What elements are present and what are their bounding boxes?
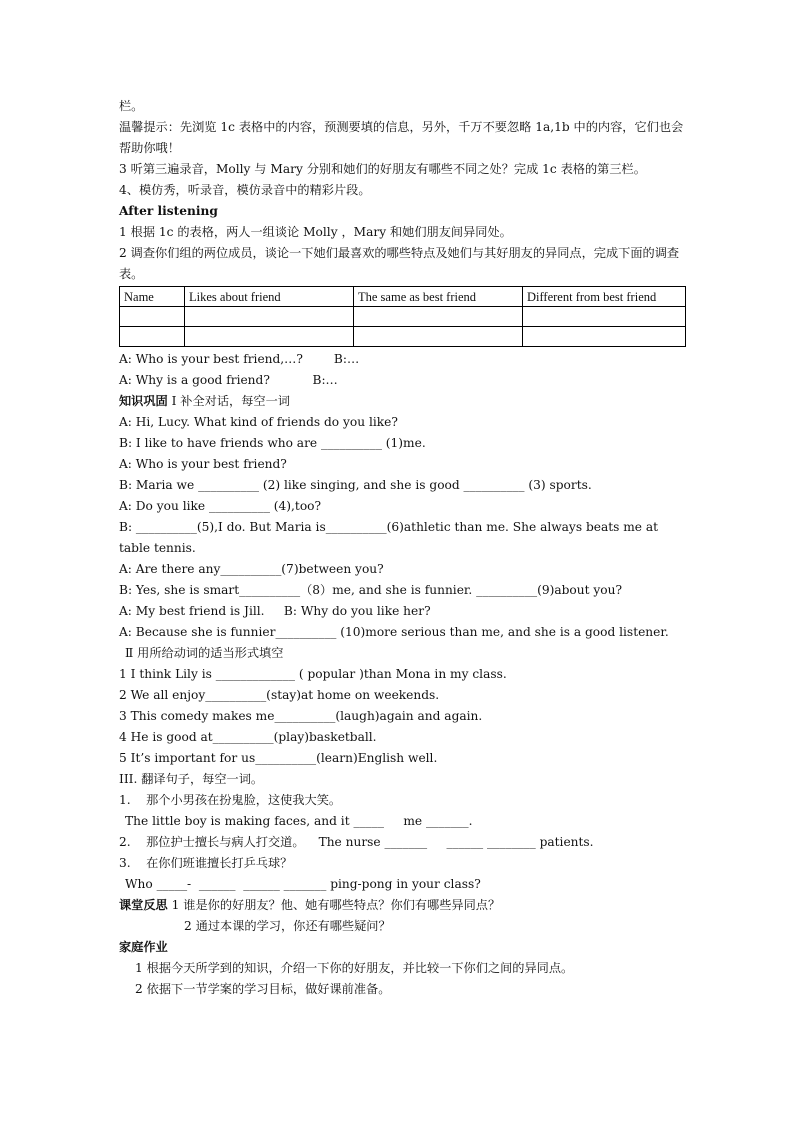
translation-cn: 3. 在你们班谁擅长打乒乓球？ xyxy=(119,856,293,870)
table-header-cell: The same as best friend xyxy=(354,287,523,307)
text-paragraph: 2 调查你们组的两位成员，谈论一下她们最喜欢的哪些特点及她们与其好朋友的异同点，完成下面的调查表。 xyxy=(119,246,680,281)
exercise-line: 4 He is good at__________(play)basketball. xyxy=(119,730,377,744)
translation-en: The nurse _______ ______ ________ patients. xyxy=(318,835,594,849)
dialogue-line: A: Are there any__________(7)between you? xyxy=(119,562,384,576)
homework-item: 2 依据下一节学案的学习目标，做好课前准备。 xyxy=(135,982,391,996)
exercise-line: 1 I think Lily is _____________ ( popular )than Mona in my class. xyxy=(119,667,507,681)
section2-title: Ⅱ 用所给动词的适当形式填空 xyxy=(125,646,284,660)
translation-en: Who _____- ______ ______ _______ ping-pong in your class? xyxy=(125,877,481,891)
table-cell[interactable] xyxy=(185,307,354,327)
dialogue-line: A: My best friend is Jill. B: Why do you like her? xyxy=(119,604,431,618)
text-line: 4、模仿秀，听录音，模仿录音中的精彩片段。 xyxy=(119,183,371,197)
translation-cn: 1. 那个小男孩在扮鬼脸，这使我大笑。 xyxy=(119,793,342,807)
dialogue-line: B: __________(5),I do. But Maria is__________(6)athletic than me. She always beats me at table tennis. xyxy=(119,520,659,555)
table-cell[interactable] xyxy=(120,307,185,327)
dialogue-line: B: I like to have friends who are __________ (1)me. xyxy=(119,436,426,450)
tip-paragraph: 温馨提示：先浏览 1c 表格中的内容，预测要填的信息，另外，千万不要忽略 1a,1b 中的内容，它们也会帮助你哦！ xyxy=(119,120,684,155)
homework-heading: 家庭作业 xyxy=(119,940,168,954)
dialogue-prompt: A: Why is a good friend? B:… xyxy=(119,373,338,387)
text-paragraph: 3 听第三遍录音，Molly 与 Mary 分别和她们的好朋友有哪些不同之处？完成 1c 表格的第三栏。 xyxy=(119,162,646,176)
exercise-line: 3 This comedy makes me__________(laugh)again and again. xyxy=(119,709,483,723)
table-header-row xyxy=(120,287,686,307)
survey-table xyxy=(119,286,686,347)
table-cell[interactable] xyxy=(354,327,523,347)
homework-item: 1 根据今天所学到的知识，介绍一下你的好朋友，并比较一下你们之间的异同点。 xyxy=(135,961,574,975)
dialogue-line: B: Maria we __________ (2) like singing, and she is good __________ (3) sports. xyxy=(119,478,592,492)
worksheet-page xyxy=(119,96,689,1000)
table-cell[interactable] xyxy=(185,327,354,347)
text-line: 栏。 xyxy=(119,99,144,113)
dialogue-line: B: Yes, she is smart__________（8）me, and she is funnier. __________(9)about you? xyxy=(119,583,622,597)
translation-row xyxy=(119,832,689,853)
dialogue-line: A: Who is your best friend? xyxy=(119,457,287,471)
exercise-line: 5 It’s important for us__________(learn)English well. xyxy=(119,751,438,765)
table-cell[interactable] xyxy=(120,327,185,347)
table-row xyxy=(120,327,686,347)
dialogue-line: A: Hi, Lucy. What kind of friends do you like? xyxy=(119,415,398,429)
translation-cn: 2. 那位护士擅长与病人打交道。 xyxy=(119,835,305,849)
after-listening-heading: After listening xyxy=(119,204,218,218)
reflection-line xyxy=(119,895,689,916)
table-header-cell: Likes about friend xyxy=(185,287,354,307)
reflection-text: 1 谁是你的好朋友？他、她有哪些特点？你们有哪些异同点？ xyxy=(167,898,501,912)
section1-title: Ⅰ 补全对话，每空一词 xyxy=(167,394,290,408)
exercise-line: 2 We all enjoy__________(stay)at home on weekends. xyxy=(119,688,440,702)
table-cell[interactable] xyxy=(523,307,686,327)
section1-label: 知识巩固 xyxy=(119,394,168,408)
dialogue-prompt: A: Who is your best friend,…? B:… xyxy=(119,352,360,366)
section3-title: III. 翻译句子，每空一词。 xyxy=(119,772,264,786)
table-cell[interactable] xyxy=(523,327,686,347)
table-header-cell: Name xyxy=(120,287,185,307)
dialogue-line: A: Do you like __________ (4),too? xyxy=(119,499,322,513)
section1-heading xyxy=(119,391,689,412)
translation-en: The little boy is making faces, and it _____ me _______. xyxy=(125,814,473,828)
reflection-line2: 2 通过本课的学习，你还有哪些疑问？ xyxy=(184,919,391,933)
text-line: 1 根据 1c 的表格，两人一组谈论 Molly ，Mary 和她们朋友间异同处。 xyxy=(119,225,512,239)
dialogue-line: A: Because she is funnier__________ (10)more serious than me, and she is a good listener. xyxy=(119,625,669,639)
reflection-label: 课堂反思 xyxy=(119,898,168,912)
table-row xyxy=(120,307,686,327)
table-cell[interactable] xyxy=(354,307,523,327)
table-header-cell: Different from best friend xyxy=(523,287,686,307)
